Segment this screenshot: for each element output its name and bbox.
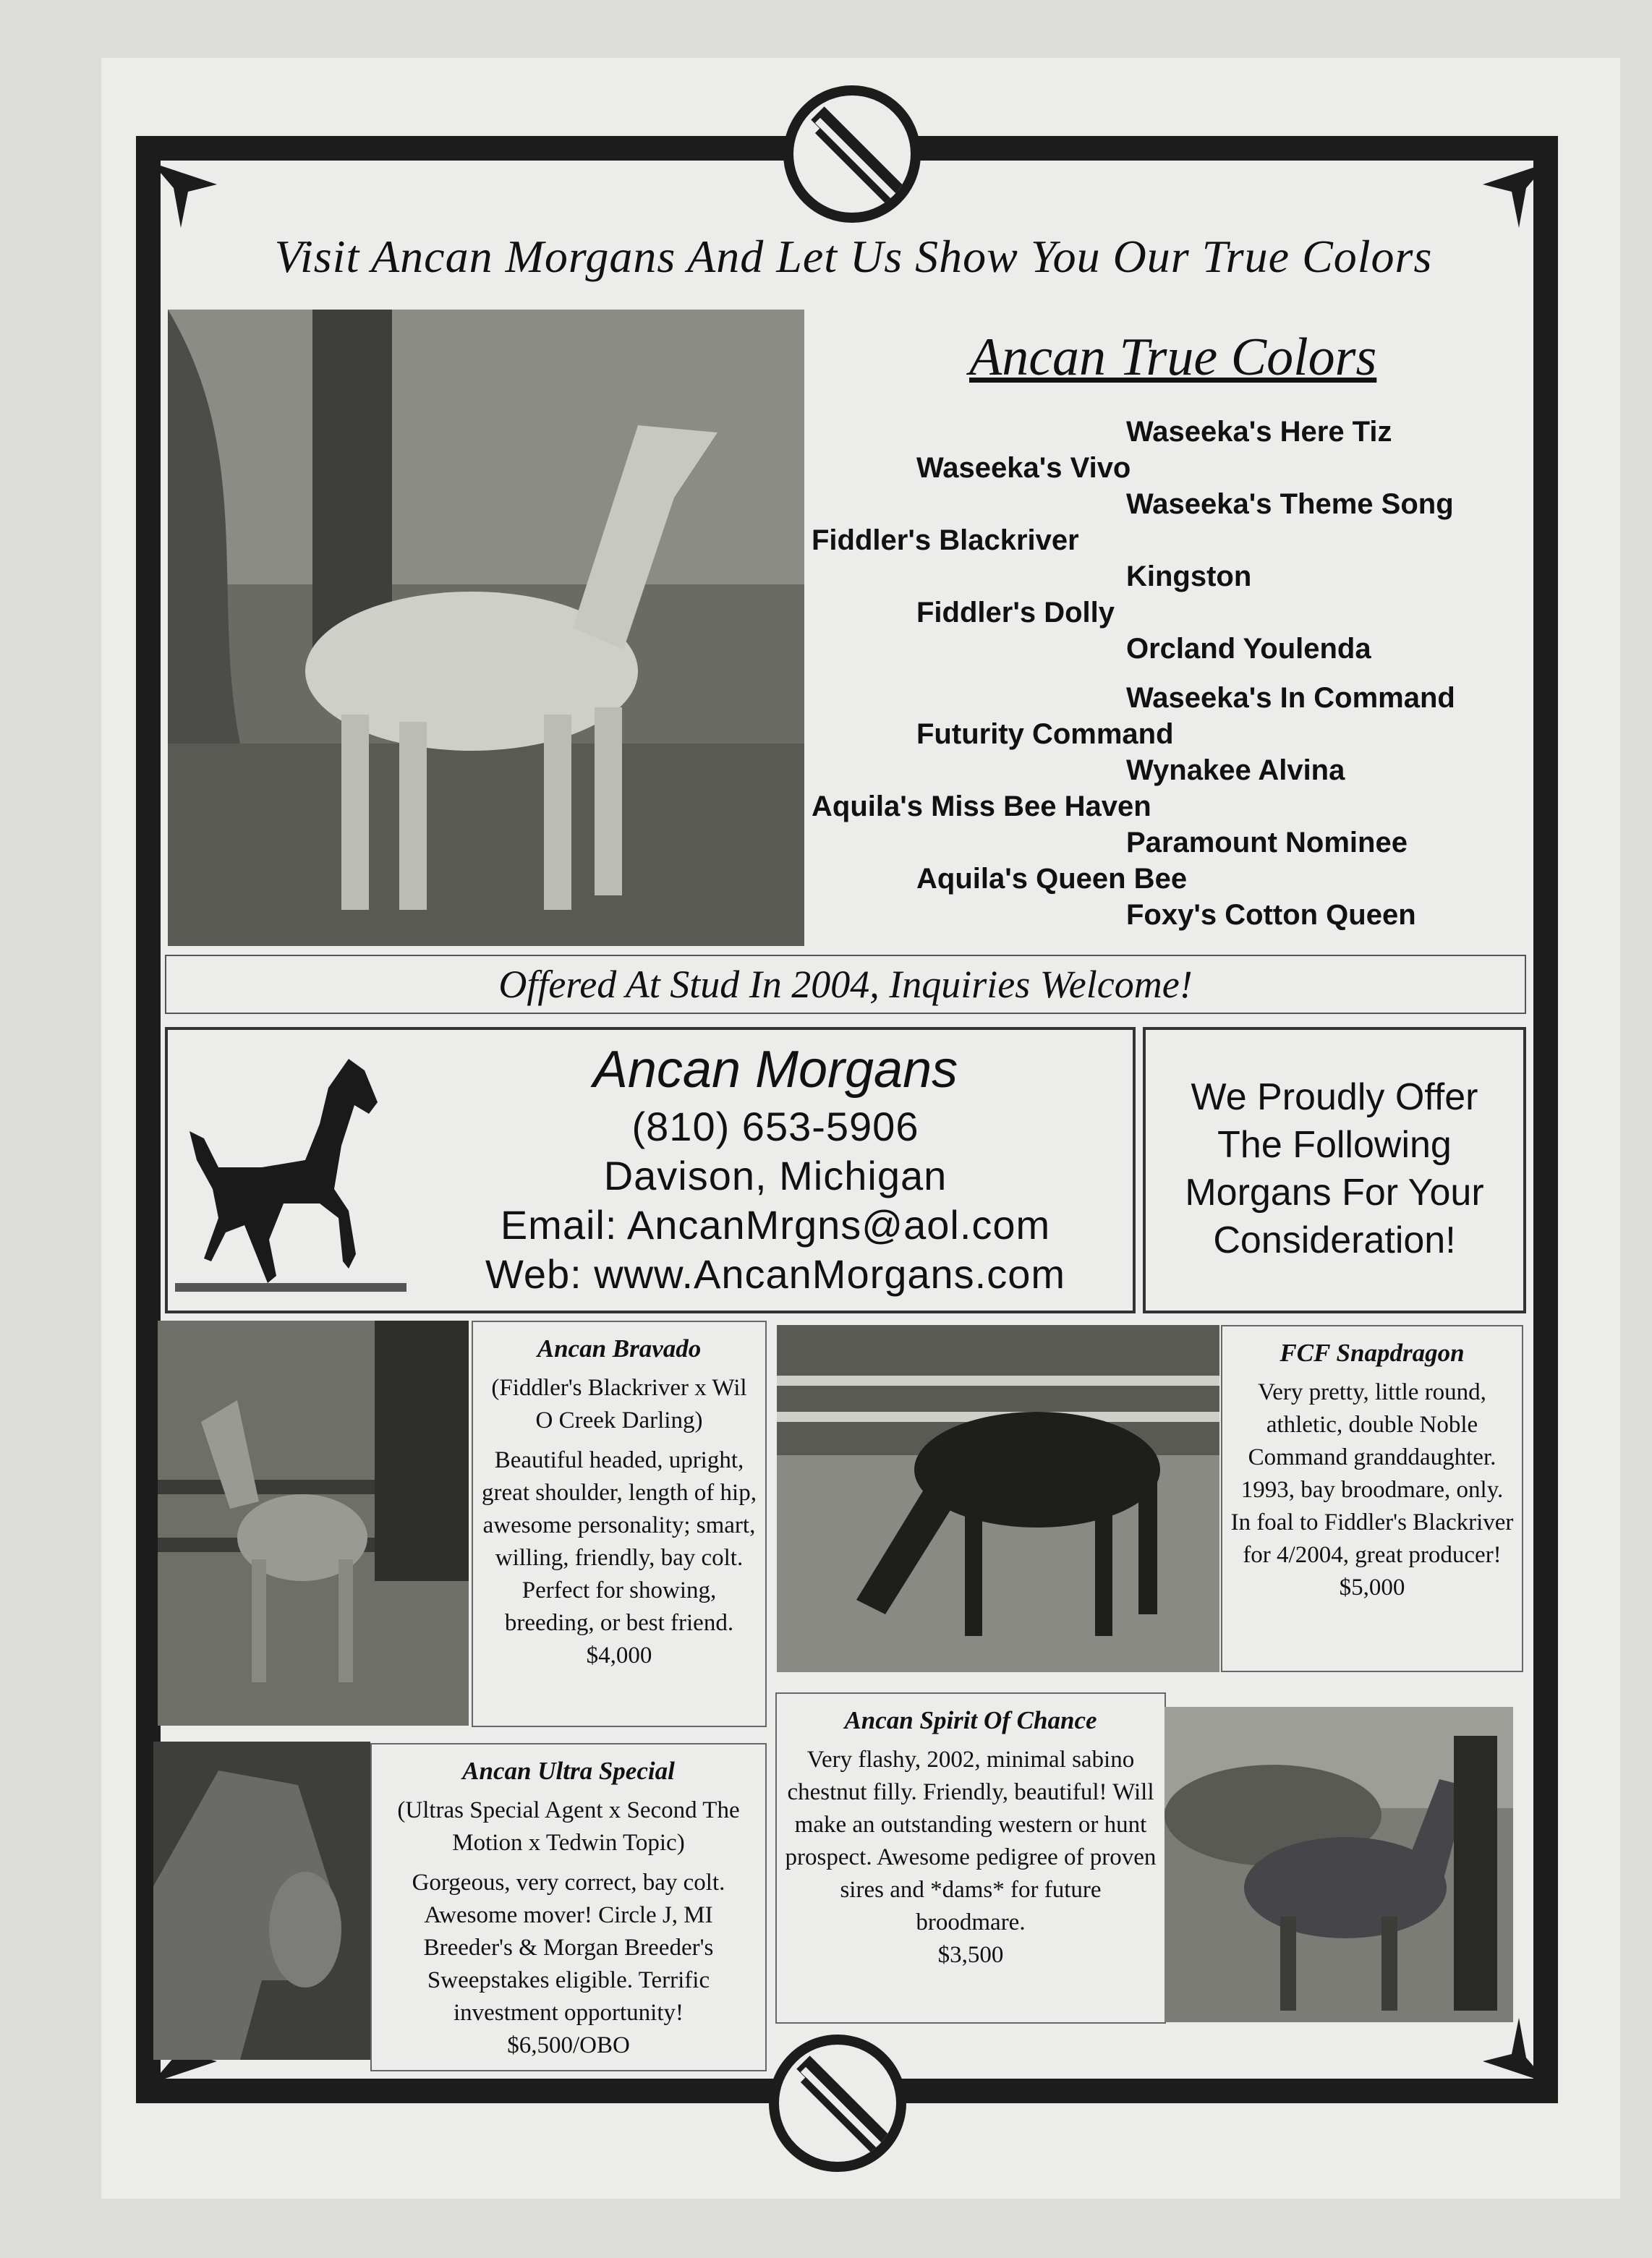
ultra-special-photo xyxy=(153,1742,370,2060)
listing-card xyxy=(1221,1325,1523,1672)
stud-banner: Offered At Stud In 2004, Inquiries Welcome! xyxy=(165,955,1526,1014)
email-address: Email: AncanMrgns@aol.com xyxy=(500,1202,1051,1248)
stallion-photo xyxy=(168,310,804,946)
bottom-emblem-icon xyxy=(769,2035,906,2172)
offer-line: Consideration! xyxy=(1213,1219,1456,1261)
pedigree-entry: Fiddler's Blackriver xyxy=(812,524,1079,556)
listing-price: $5,000 xyxy=(1339,1575,1405,1601)
pedigree-entry: Wynakee Alvina xyxy=(1126,754,1345,786)
corner-star-icon xyxy=(145,155,224,235)
listing-title: FCF Snapdragon xyxy=(1280,1339,1465,1367)
pedigree-entry: Foxy's Cotton Queen xyxy=(1126,899,1416,931)
pedigree-entry: Waseeka's In Command xyxy=(1126,682,1455,714)
website: Web: www.AncanMorgans.com xyxy=(485,1251,1066,1297)
contact-box xyxy=(165,1027,1136,1313)
listing-description: Gorgeous, very correct, bay colt. Awesome mover! Circle J, MI Breeder's & Morgan Breeder's Sweepstakes eligible. Terrific investment opportunity! xyxy=(412,1870,725,2026)
offer-line: Morgans For Your xyxy=(1185,1172,1484,1214)
pedigree-entry: Futurity Command xyxy=(916,718,1174,750)
foal-silhouette-icon xyxy=(175,1044,406,1305)
top-emblem-icon xyxy=(783,85,921,223)
listing-description: Beautiful headed, upright, great shoulder, length of hip, awesome personality; smart, willing, friendly, bay colt. Perfect for showing, breeding, or best friend. xyxy=(482,1447,757,1636)
corner-star-icon xyxy=(1476,155,1555,235)
farm-name: Ancan Morgans xyxy=(592,1041,958,1099)
listing-price: $4,000 xyxy=(586,1643,652,1669)
pedigree-entry: Orcland Youlenda xyxy=(1126,633,1371,665)
pedigree-entry: Waseeka's Theme Song xyxy=(1126,488,1454,520)
farm-location: Davison, Michigan xyxy=(603,1153,948,1198)
listing-price: $6,500/OBO xyxy=(507,2032,630,2058)
pedigree-entry: Aquila's Miss Bee Haven xyxy=(812,791,1151,822)
headline: Visit Ancan Morgans And Let Us Show You Our True Colors xyxy=(274,231,1433,282)
listing-title: Ancan Spirit Of Chance xyxy=(844,1706,1097,1734)
pedigree-entry: Waseeka's Here Tiz xyxy=(1126,416,1392,448)
bravado-photo xyxy=(158,1321,469,1726)
phone-number: (810) 653-5906 xyxy=(631,1104,919,1149)
listing-pedigree: (Ultras Special Agent x Second The Motion x Tedwin Topic) xyxy=(397,1797,740,1856)
pedigree-entry: Fiddler's Dolly xyxy=(916,597,1115,629)
listing-title: Ancan Bravado xyxy=(537,1334,702,1363)
offer-line: The Following xyxy=(1217,1124,1452,1166)
listing-description: Very pretty, little round, athletic, double Noble Command granddaughter. 1993, bay broodmare, only. In foal to Fiddler's Blackriver for 4/2004, great producer! xyxy=(1230,1379,1514,1568)
spirit-of-chance-photo xyxy=(1165,1707,1513,2022)
pedigree-chart xyxy=(810,416,1504,951)
snapdragon-photo xyxy=(777,1325,1219,1672)
listing-description: Very flashy, 2002, minimal sabino chestnut filly. Friendly, beautiful! Will make an outstanding western or hunt prospect. Awesome pedigree of proven sires and *dams* for future broodmare. xyxy=(785,1747,1157,1935)
stallion-name: Ancan True Colors xyxy=(969,328,1377,387)
listing-card xyxy=(472,1321,767,1727)
listing-card xyxy=(775,1692,1166,2024)
listing-card xyxy=(370,1743,767,2071)
listing-pedigree: (Fiddler's Blackriver x Wil O Creek Darling) xyxy=(491,1375,747,1433)
offer-box xyxy=(1143,1027,1526,1313)
pedigree-entry: Aquila's Queen Bee xyxy=(916,863,1188,895)
pedigree-entry: Paramount Nominee xyxy=(1126,827,1408,859)
listing-title: Ancan Ultra Special xyxy=(462,1757,675,1785)
pedigree-entry: Kingston xyxy=(1126,561,1252,592)
listing-price: $3,500 xyxy=(937,1942,1004,1968)
corner-star-icon xyxy=(1476,2011,1555,2090)
pedigree-entry: Waseeka's Vivo xyxy=(916,452,1131,484)
offer-line: We Proudly Offer xyxy=(1191,1076,1478,1118)
